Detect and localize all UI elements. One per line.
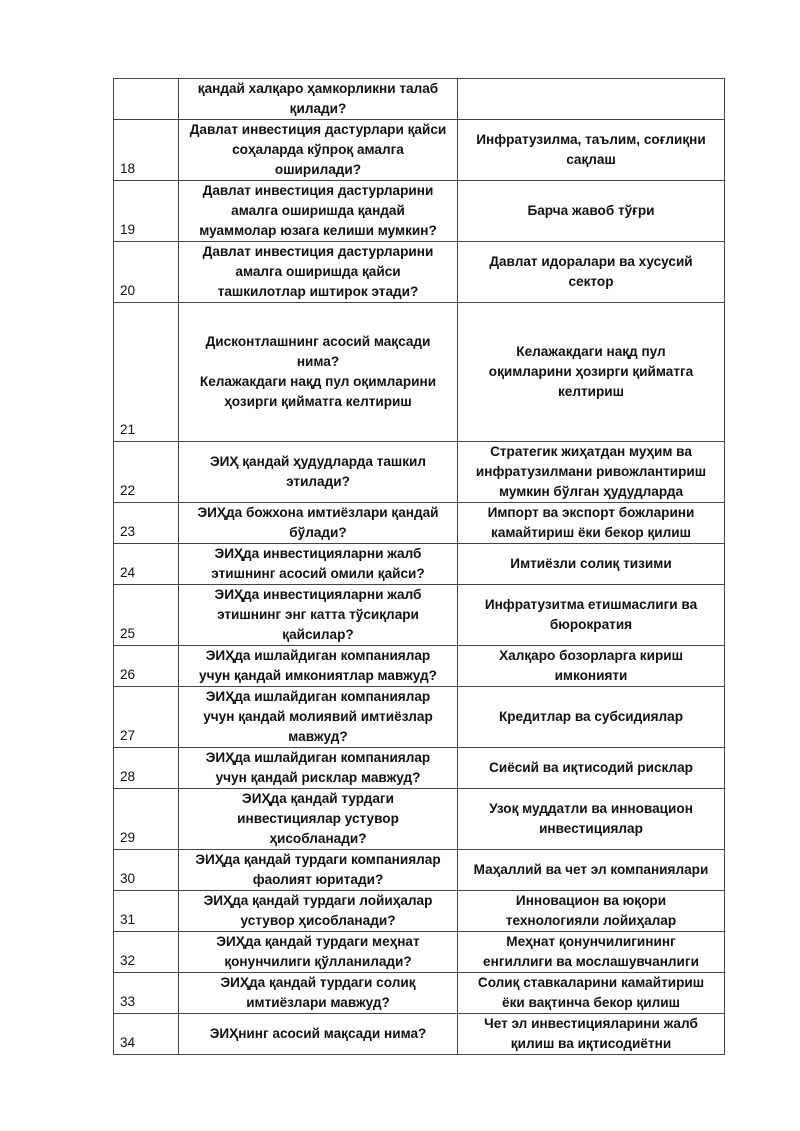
question-line: ЭИҲнинг асосий мақсади нима? [209,1026,427,1041]
question-cell [179,181,458,242]
table-row [114,891,725,932]
row-number: 21 [114,303,179,442]
question-line: ЭИҲда қандай турдаги лойиҳалар [203,893,433,908]
answer-cell [458,748,725,789]
question-line: ЭИҲда ишлайдиган компаниялар [205,689,431,704]
question-line: ЭИҲда ишлайдиган компаниялар [205,648,431,663]
question-cell [179,891,458,932]
question-cell [179,789,458,850]
question-line: ЭИҲда қандай турдаги солиқ [220,975,416,990]
table-row [114,544,725,585]
question-line: ҳозирги қийматга келтириш [224,394,412,409]
question-cell [179,442,458,503]
question-cell [179,850,458,891]
question-line: учун қандай молиявий имтиёзлар [203,709,433,724]
question-cell [179,544,458,585]
answer-line: қилиш ва иқтисодиётни [510,1036,672,1051]
answer-line: Барча жавоб тўғри [527,203,655,218]
table-row [114,1014,725,1055]
question-line: ЭИҲда инвестицияларни жалб [214,587,422,602]
answer-cell [458,242,725,303]
question-line: инвестициялар устувор [237,811,399,826]
question-line: қайсилар? [282,627,354,642]
question-cell [179,646,458,687]
answer-line: сақлаш [566,152,616,167]
answer-line: Чет эл инвестицияларини жалб [484,1016,698,1031]
question-line: мавжуд? [288,729,348,744]
answer-line: инфратузилмани ривожлантириш [475,464,707,479]
row-number: 34 [114,1014,179,1055]
question-cell [179,932,458,973]
answer-line: Меҳнат қонунчилигининг [506,934,676,949]
answer-line: Маҳаллий ва чет эл компаниялари [473,862,709,877]
answer-cell [458,181,725,242]
answer-line: Халқаро бозорларга кириш [499,648,683,663]
row-number: 20 [114,242,179,303]
answer-cell [458,687,725,748]
answer-line: технологияли лойиҳалар [505,913,677,928]
table-row [114,646,725,687]
table-row [114,748,725,789]
table-row [114,585,725,646]
answer-line: Келажакдаги нақд пул [516,344,666,359]
row-number: 27 [114,687,179,748]
answer-line: камайтириш ёки бекор қилиш [491,525,691,540]
answer-cell [458,303,725,442]
question-line: учун қандай рисклар мавжуд? [215,770,421,785]
question-cell [179,120,458,181]
answer-line: Инфратузилма, таълим, соғлиқни [476,132,706,147]
answer-line: оқимларини ҳозирги қийматга [488,364,694,379]
question-line: оширилади? [274,162,362,177]
question-line: муаммолар юзага келиши мумкин? [199,223,437,238]
table-row [114,442,725,503]
row-number: 28 [114,748,179,789]
table-row [114,79,725,120]
question-line: ҳисобланади? [269,831,367,846]
question-line: Давлат инвестиция дастурларини [202,244,434,259]
question-cell [179,585,458,646]
question-line: учун қандай имкониятлар мавжуд? [199,668,437,683]
table-row [114,503,725,544]
question-line: амалга оширишда қайси [235,264,401,279]
question-cell [179,242,458,303]
answer-line: Стратегик жиҳатдан муҳим ва [490,444,692,459]
answer-line: Кредитлар ва субсидиялар [498,709,684,724]
answer-line: Инновацион ва юқори [515,893,667,908]
answer-cell [458,973,725,1014]
answer-cell [458,544,725,585]
answer-cell [458,503,725,544]
answer-line: инвестициялар [539,821,643,836]
answer-cell [458,646,725,687]
question-line: устувор ҳисобланади? [240,913,396,928]
answer-line: Узоқ муддатли ва инновацион [489,801,693,816]
question-cell [179,973,458,1014]
qa-table [113,78,725,1055]
question-line: ЭИҲ қандай ҳудудларда ташкил [209,454,427,469]
answer-cell [458,891,725,932]
answer-cell [458,79,725,120]
answer-cell [458,789,725,850]
question-line: Келажакдаги нақд пул оқимларини [199,374,437,389]
row-number: 31 [114,891,179,932]
row-number: 24 [114,544,179,585]
row-number: 25 [114,585,179,646]
answer-line: имконияти [554,668,628,683]
answer-cell [458,932,725,973]
answer-line: Солиқ ставкаларини камайтириш [477,975,705,990]
question-cell [179,303,458,442]
table-row [114,242,725,303]
table-row [114,687,725,748]
table-row [114,181,725,242]
question-cell [179,687,458,748]
question-line: ЭИҲда инвестицияларни жалб [214,546,422,561]
row-number: 19 [114,181,179,242]
table-row [114,932,725,973]
question-line: қандай халқаро ҳамкорликни талаб [197,81,439,96]
answer-line: сектор [568,274,614,289]
row-number: 29 [114,789,179,850]
question-cell [179,748,458,789]
answer-cell [458,850,725,891]
question-line: этилади? [286,474,350,489]
question-line: Давлат инвестиция дастурлари қайси [189,122,447,137]
row-number: 30 [114,850,179,891]
question-line: имтиёзлари мавжуд? [246,995,390,1010]
question-line: қонунчилиги қўлланилади? [224,954,412,969]
question-line: ташкилотлар иштирок этади? [217,284,419,299]
row-number [114,79,179,120]
row-number: 33 [114,973,179,1014]
answer-line: Импорт ва экспорт божларини [487,505,695,520]
row-number: 22 [114,442,179,503]
question-line: Дисконтлашнинг асосий мақсади [205,334,431,349]
question-line: амалга оширишда қандай [231,203,405,218]
answer-line: Сиёсий ва иқтисодий рисклар [489,760,693,775]
row-number: 18 [114,120,179,181]
table-row [114,850,725,891]
table-row [114,120,725,181]
answer-cell [458,442,725,503]
row-number: 23 [114,503,179,544]
answer-line: бюрократия [549,617,633,632]
row-number: 26 [114,646,179,687]
question-cell [179,1014,458,1055]
answer-cell [458,585,725,646]
question-line: ЭИҲда қандай турдаги меҳнат [216,934,420,949]
question-line: қилади? [289,101,347,116]
question-line: фаолият юритади? [252,872,384,887]
question-cell [179,503,458,544]
question-line: этишнинг энг катта тўсиқлари [217,607,419,622]
table-row [114,973,725,1014]
row-number: 32 [114,932,179,973]
question-line: ЭИҲда божхона имтиёзлари қандай [197,505,439,520]
answer-line: Давлат идоралари ва хусусий [489,254,693,269]
answer-line: енгиллиги ва мослашувчанлиги [483,954,699,969]
question-line: ЭИҲда қандай турдаги компаниялар [195,852,441,867]
answer-line: Инфратузитма етишмаслиги ва [484,597,698,612]
question-line: бўлади? [289,525,347,540]
question-line: этишнинг асосий омили қайси? [211,566,425,581]
question-line: соҳаларда кўпроқ амалга [232,142,404,157]
answer-line: ёки вақтинча бекор қилиш [502,995,680,1010]
qa-table-body [114,79,725,1055]
answer-line: Имтиёзли солиқ тизими [510,556,672,571]
question-line: ЭИҲда ишлайдиган компаниялар [205,750,431,765]
answer-line: мумкин бўлган ҳудудларда [498,484,684,499]
answer-line: келтириш [557,384,624,399]
answer-cell [458,120,725,181]
question-line: нима? [296,354,340,369]
table-row [114,303,725,442]
question-line: ЭИҲда қандай турдаги [242,791,394,806]
question-cell [179,79,458,120]
question-line: Давлат инвестиция дастурларини [202,183,434,198]
table-row [114,789,725,850]
answer-cell [458,1014,725,1055]
